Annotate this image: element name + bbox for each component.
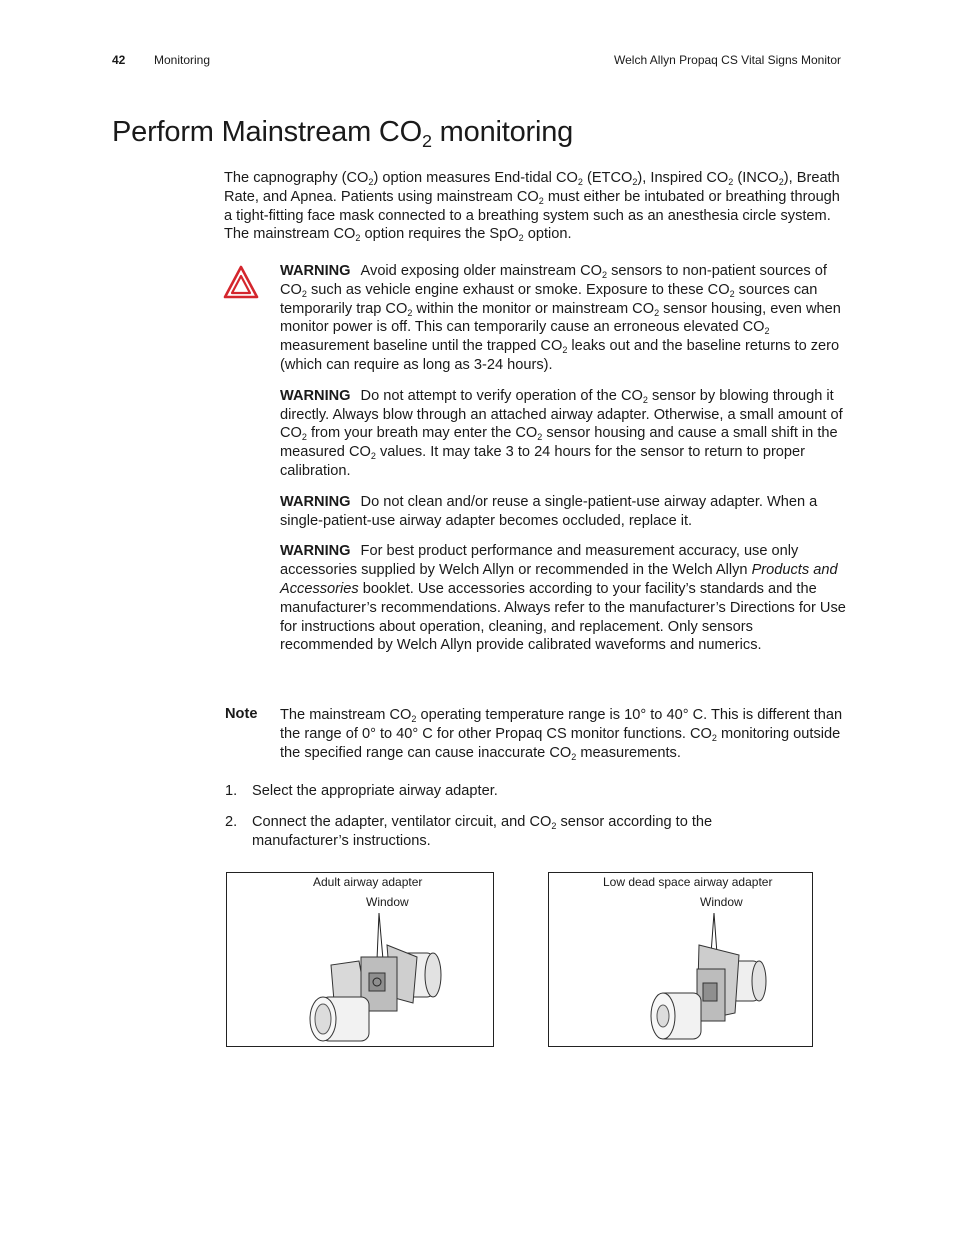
warning-block: [280, 387, 846, 481]
warning-text: Avoid exposing older mainstream $CO_2$ sensors to non-patient sources of $CO_2$ such as vehicle engine exhaust or smoke. Exposure to these $CO_2$ sources can temporarily trap $CO_2$ within the monitor or mainstream $CO_2$ sensor housing, even when monitor power is off. This can temporarily cause an erroneous elevated $CO_2$ measurement baseline until the trapped $CO_2$ leaks out and the baseline returns to zero (which can require as long as 3-24 hours).: [280, 263, 841, 373]
figure-low-dead-space-airway-adapter: [548, 872, 813, 1047]
window-label: Window: [700, 895, 743, 909]
warning-block: [280, 493, 846, 531]
figure-adult-airway-adapter: [226, 872, 494, 1047]
page-title: Perform Mainstream $CO_2$ monitoring: [112, 116, 574, 151]
step-number: 1.: [225, 783, 238, 799]
note-label: Note: [225, 706, 258, 722]
warning-label: WARNING: [280, 387, 351, 404]
page-number: 42: [112, 53, 126, 67]
figure-caption: Adult airway adapter: [313, 875, 423, 889]
figure-caption: Low dead space airway adapter: [603, 875, 773, 889]
book-title: Welch Allyn Propaq CS Vital Signs Monitor: [614, 53, 841, 67]
warning-block: [280, 262, 846, 375]
warning-text: Do not attempt to verify operation of the $CO_2$ sensor by blowing through it directly. Always blow through an attached airway adapter. Otherwise, a small amount of $CO_2$ from your breath may enter the $CO_2$ sensor housing and cause a small shift in the measured $CO_2$ values. It may take 3 to 24 hours for the sensor to return to proper calibration.: [280, 387, 843, 479]
adult-adapter-illustration: [227, 873, 493, 1046]
step-text: Select the appropriate airway adapter.: [252, 783, 498, 799]
warning-text: Do not clean and/or reuse a single-patient-use airway adapter. When a single-patient-use airway adapter becomes occluded, replace it.: [280, 493, 818, 529]
warning-text: For best product performance and measurement accuracy, use only accessories supplied by Welch Allyn or recommended in the Welch Allyn Products and Accessories booklet. Use accessories according to your facility’s standards and the manufacturer’s recommendations. Always refer to the manufacturer’s Directions for Use for instructions about operation, cleaning, and replacement. Only sensors recommended by Welch Allyn provide calibrated waveforms and numerics.: [280, 543, 846, 654]
warning-label: WARNING: [280, 493, 351, 510]
warning-label: WARNING: [280, 543, 351, 560]
step-number: 2.: [225, 814, 238, 830]
section-name: Monitoring: [154, 53, 211, 67]
intro-paragraph: The capnography $(CO_2)$ option measures End-tidal $CO_2$ $(ETCO_2)$, Inspired $CO_2$ $(INCO_2)$, Breath Rate, and Apnea. Patients using mainstream $CO_2$ must either be intubated or breathing through a tight-fitting face mask connected to a breathing system such as an anesthesia circle system. The mainstream $CO_2$ option requires the SpO$_2$ option.: [224, 170, 840, 244]
warnings-list: [280, 262, 846, 667]
step-text: Connect the adapter, ventilator circuit, and $CO_2$ sensor according to the manufacturer’s instructions.: [252, 814, 713, 849]
window-label: Window: [366, 895, 409, 909]
low-dead-space-adapter-illustration: [549, 873, 812, 1046]
warning-triangle-icon: [223, 265, 259, 299]
note-text: The mainstream $CO_2$ operating temperature range is 10° to 40° C. This is different than the range of 0° to 40° C for other Propaq CS monitor functions. $CO_2$ monitoring outside the specified range can cause inaccurate $CO_2$ measurements.: [280, 707, 843, 762]
warning-block: [280, 542, 846, 655]
warning-label: WARNING: [280, 263, 351, 279]
